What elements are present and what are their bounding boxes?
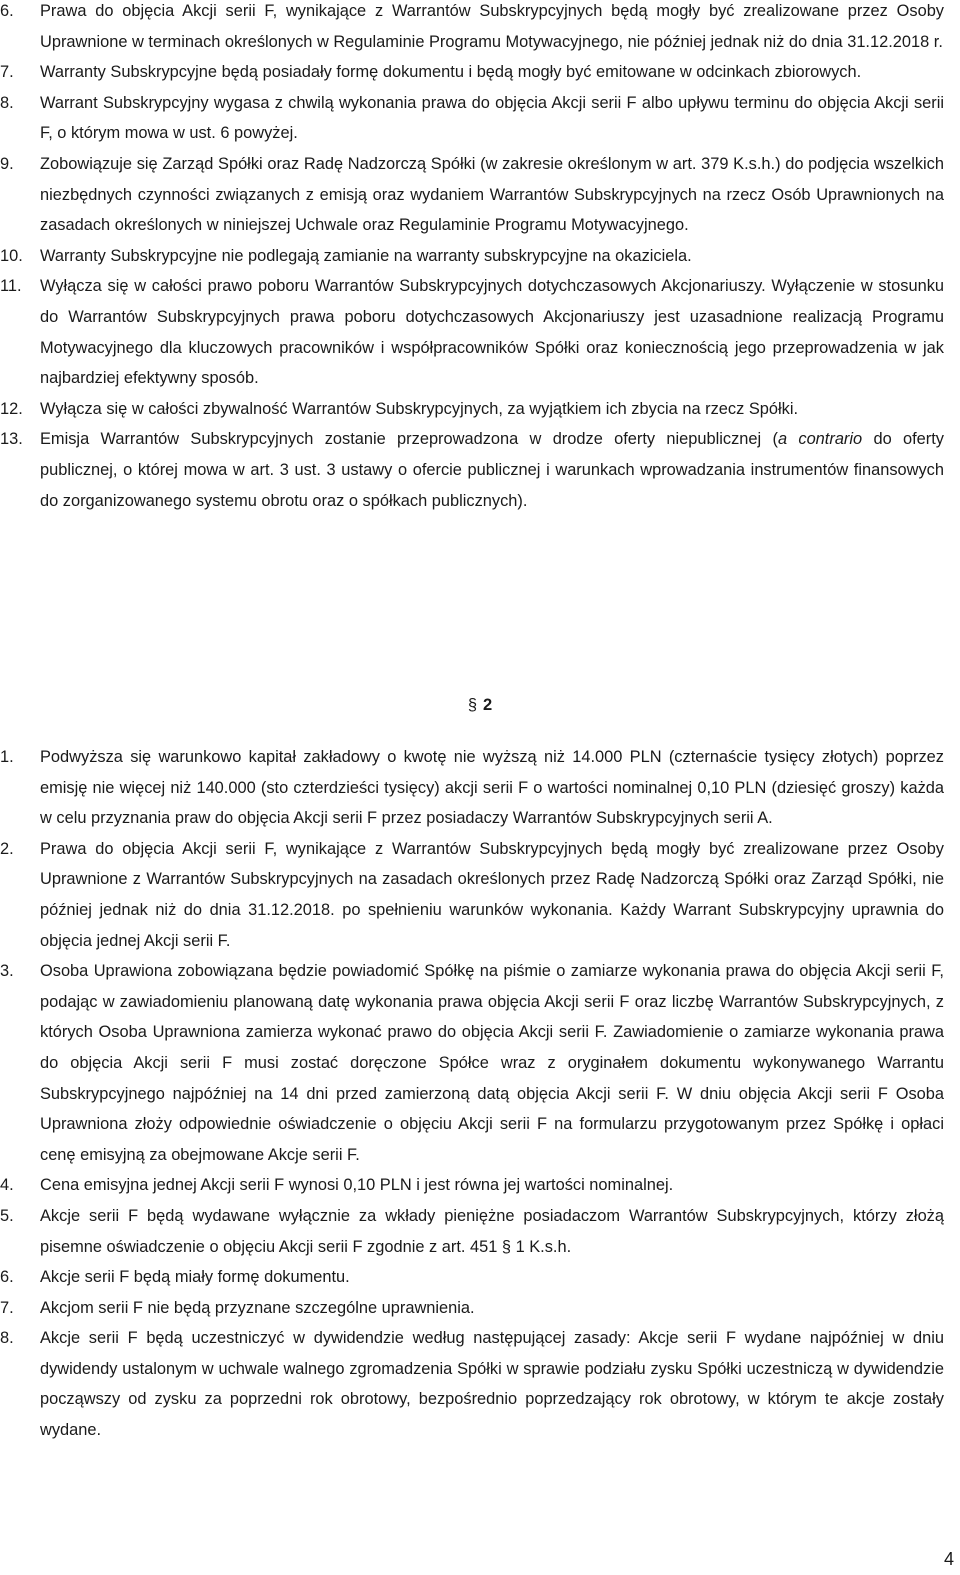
item-number: 6. bbox=[0, 1268, 14, 1287]
list-item bbox=[0, 1201, 952, 1262]
list-item bbox=[0, 956, 952, 1170]
item-text: Podwyższa się warunkowo kapitał zakładowy o kwotę nie wyższą niż 14.000 PLN (czternaście tysięcy złotych) poprzez emisję nie więcej niż 140.000 (sto czterdzieści tysięcy) akcji serii F o wartości nominalnej 0,10 PLN (dziesięć groszy) każda w celu przyznania praw do objęcia Akcji serii F przez posiadaczy Warrantów Subskrypcyjnych serii A. bbox=[40, 748, 944, 828]
item-text: Cena emisyjna jednej Akcji serii F wynosi 0,10 PLN i jest równa jej wartości nominalnej. bbox=[40, 1176, 674, 1195]
section-1-list bbox=[0, 0, 952, 516]
item-number: 1. bbox=[0, 748, 14, 766]
item-number: 10. bbox=[0, 246, 23, 265]
item-text bbox=[40, 424, 944, 516]
item-text: Warranty Subskrypcyjne będą posiadały formę dokumentu i będą mogły być emitowane w odcinkach zbiorowych. bbox=[40, 63, 862, 82]
list-item bbox=[0, 241, 952, 272]
item-number: 13. bbox=[0, 430, 23, 449]
item-text: Akcje serii F będą miały formę dokumentu. bbox=[40, 1268, 350, 1287]
item-text: Warranty Subskrypcyjne nie podlegają zamianie na warranty subskrypcyjne na okaziciela. bbox=[40, 246, 692, 265]
item-number: 7. bbox=[0, 63, 14, 82]
item-number: 6. bbox=[0, 2, 14, 20]
item-text: Akcje serii F będą wydawane wyłącznie za wkłady pieniężne posiadaczom Warrantów Subskrypcyjnych, którzy złożą pisemne oświadczenie o objęciu Akcji serii F zgodnie z art. 451 § 1 K.s.h. bbox=[40, 1206, 944, 1256]
item-number: 5. bbox=[0, 1206, 14, 1225]
list-item bbox=[0, 1323, 952, 1445]
item-number: 12. bbox=[0, 399, 23, 418]
list-item bbox=[0, 394, 952, 425]
item-text: Akcje serii F będą uczestniczyć w dywidendzie według następującej zasady: Akcje serii F wydane najpóźniej w dniu dywidendy ustalonym w uchwale walnego zgromadzenia Spółki w sprawie podziału zysku Spółki uczestniczą w dywidendzie począwszy od zysku za poprzedni rok obrotowy, bezpośrednio poprzedzający rok obrotowy, w którym te akcje zostały wydane. bbox=[40, 1329, 944, 1440]
list-item bbox=[0, 834, 952, 956]
paragraph-symbol: § bbox=[467, 696, 477, 714]
list-item bbox=[0, 1262, 952, 1293]
page-number: 4 bbox=[943, 1549, 954, 1569]
item-text: Zobowiązuje się Zarząd Spółki oraz Radę Nadzorczą Spółki (w zakresie określonym w art. 379 K.s.h.) do podjęcia wszelkich niezbędnych czynności związanych z emisją oraz wydaniem Warrantów Subskrypcyjnych na rzecz Osób Uprawnionych na zasadach określonych w niniejszej Uchwale oraz Regulaminie Programu Motywacyjnego. bbox=[40, 154, 944, 235]
item-number: 2. bbox=[0, 839, 14, 858]
list-item bbox=[0, 271, 952, 393]
list-item bbox=[0, 149, 952, 241]
italic-phrase: a contrario bbox=[777, 430, 863, 449]
section-heading bbox=[0, 690, 960, 720]
item-text: Osoba Uprawiona zobowiązana będzie powiadomić Spółkę na piśmie o zamiarze wykonania prawa do objęcia Akcji serii F, podając w zawiadomieniu planowaną datę wykonania prawa objęcia Akcji serii F oraz liczbę Warrantów Subskrypcyjnych, z których Osoba Uprawniona zamierza wykonać prawo do objęcia Akcji serii F. Zawiadomienie o zamiarze wykonania prawa do objęcia Akcji serii F musi zostać doręczone Spółce wraz z oryginałem dokumentu wykonywanego Warrantu Subskrypcyjnego najpóźniej na 14 dni przed zamierzoną datą objęcia Akcji serii F. W dniu objęcia Akcji serii F Osoba Uprawniona złoży odpowiednie oświadczenie o objęciu Akcji serii F na formularzu przygotowanym przez Spółkę i opłaci cenę emisyjną za obejmowane Akcje serii F. bbox=[40, 962, 944, 1164]
item-text: Akcjom serii F nie będą przyznane szczególne uprawnienia. bbox=[40, 1298, 475, 1317]
section-number: 2 bbox=[483, 696, 493, 714]
item-text: Prawa do objęcia Akcji serii F, wynikające z Warrantów Subskrypcyjnych będą mogły być zrealizowane przez Osoby Uprawnione w terminach określonych w Regulaminie Programu Motywacyjnego, nie później jednak niż do dnia 31.12.2018 r. bbox=[40, 2, 944, 51]
item-text-part: do oferty publicznej, o której mowa w art. 3 ust. 3 ustawy o ofercie publicznej i warunkach wprowadzania instrumentów finansowych do zorganizowanego systemu obrotu oraz o spółkach publicznych). bbox=[40, 430, 944, 510]
item-number: 11. bbox=[0, 277, 22, 296]
list-item bbox=[0, 88, 952, 149]
item-number: 8. bbox=[0, 93, 14, 112]
item-text: Wyłącza się w całości prawo poboru Warrantów Subskrypcyjnych dotychczasowych Akcjonariuszy. Wyłączenie w stosunku do Warrantów Subskrypcyjnych prawa poboru dotychczasowych Akcjonariuszy jest uzasadnione realizacją Programu Motywacyjnego dla kluczowych pracowników i współpracowników Spółki oraz koniecznością jego przeprowadzenia w jak najbardziej efektywny sposób. bbox=[40, 277, 944, 388]
list-item bbox=[0, 1170, 952, 1201]
list-item bbox=[0, 742, 952, 834]
item-number: 7. bbox=[0, 1298, 14, 1317]
item-text: Warrant Subskrypcyjny wygasa z chwilą wykonania prawa do objęcia Akcji serii F albo upływu terminu do objęcia Akcji serii F, o którym mowa w ust. 6 powyżej. bbox=[40, 93, 944, 143]
item-text: Prawa do objęcia Akcji serii F, wynikające z Warrantów Subskrypcyjnych będą mogły być zrealizowane przez Osoby Uprawnione z Warrantów Subskrypcyjnych na zasadach określonych przez Radę Nadzorczą Spółki oraz Zarząd Spółki, nie później jednak niż do dnia 31.12.2018. po spełnieniu warunków wykonania. Każdy Warrant Subskrypcyjny uprawnia do objęcia jednej Akcji serii F. bbox=[40, 839, 944, 950]
item-number: 9. bbox=[0, 154, 14, 173]
list-item bbox=[0, 424, 952, 516]
item-text-part: Emisja Warrantów Subskrypcyjnych zostanie przeprowadzona w drodze oferty niepublicznej ( bbox=[40, 430, 778, 449]
item-number: 4. bbox=[0, 1176, 14, 1195]
list-item bbox=[0, 0, 952, 57]
item-number: 3. bbox=[0, 962, 14, 981]
section-2-list bbox=[0, 742, 952, 1446]
item-text: Wyłącza się w całości zbywalność Warrantów Subskrypcyjnych, za wyjątkiem ich zbycia na rzecz Spółki. bbox=[40, 399, 799, 418]
list-item bbox=[0, 57, 952, 88]
list-item bbox=[0, 1293, 952, 1324]
item-number: 8. bbox=[0, 1329, 14, 1348]
